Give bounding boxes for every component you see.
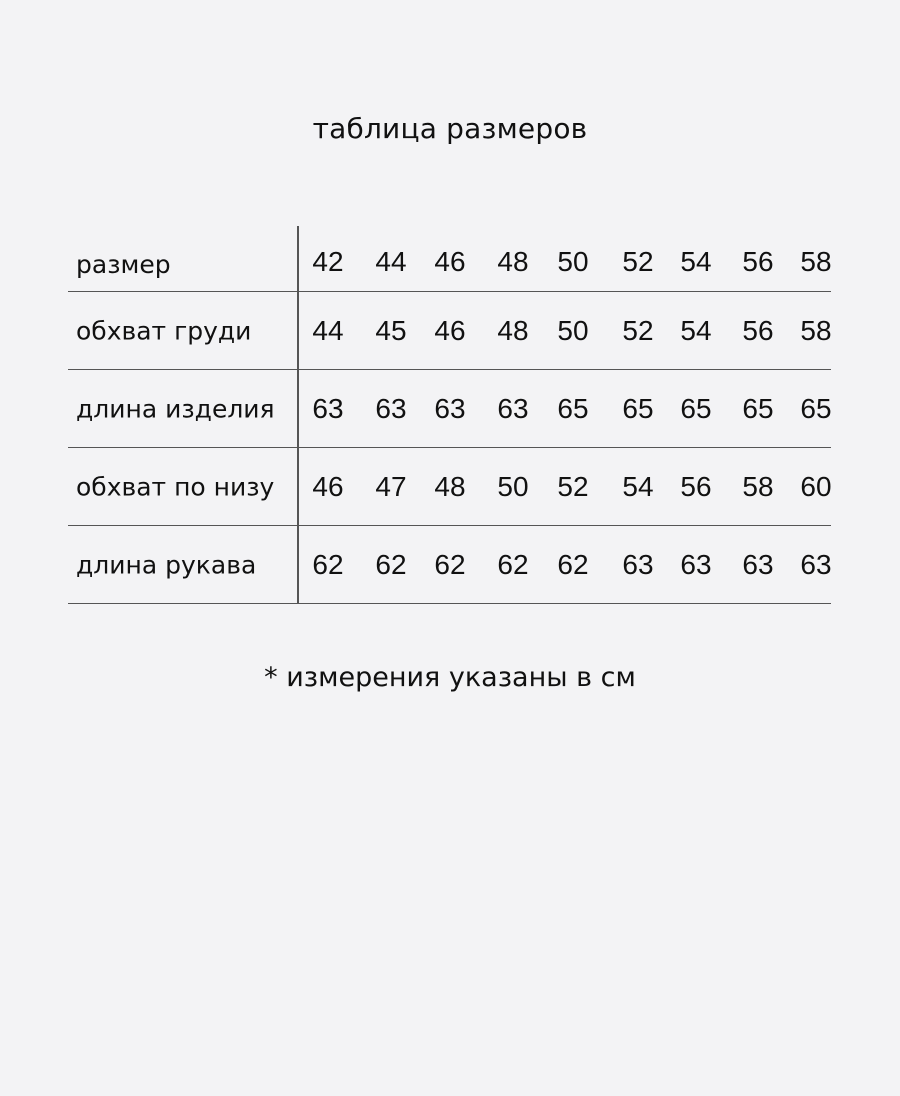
table-cell: 48 [434, 470, 466, 502]
row-label: обхват груди [76, 316, 252, 345]
table-cell: 44 [375, 246, 407, 277]
table-cell: 65 [800, 392, 832, 424]
table-cell: 54 [680, 314, 712, 346]
table-cell: 52 [622, 246, 654, 277]
size-table [68, 226, 831, 604]
table-cell: 63 [312, 392, 344, 424]
table-cell: 63 [680, 548, 712, 580]
units-note: * измерения указаны в см [264, 662, 636, 693]
table-cell: 46 [434, 246, 466, 277]
table-cell: 50 [497, 470, 529, 502]
row-label: длина рукава [76, 550, 257, 579]
table-cell: 63 [375, 392, 407, 424]
table-cell: 50 [557, 246, 589, 277]
table-cell: 54 [680, 246, 712, 277]
table-cell: 58 [742, 470, 774, 502]
table-cell: 62 [497, 548, 529, 580]
table-cell: 48 [497, 246, 529, 277]
table-cell: 63 [622, 548, 654, 580]
table-cell: 42 [312, 246, 344, 277]
table-cell: 56 [742, 314, 774, 346]
table-cell: 56 [680, 470, 712, 502]
table-cell: 63 [497, 392, 529, 424]
table-cell: 50 [557, 314, 589, 346]
table-cell: 62 [557, 548, 589, 580]
table-cell: 45 [375, 314, 407, 346]
table-cell: 52 [557, 470, 589, 502]
table-cell: 62 [434, 548, 466, 580]
table-cell: 58 [800, 246, 832, 277]
table-cell: 46 [312, 470, 344, 502]
table-cell: 47 [375, 470, 407, 502]
table-cell: 63 [800, 548, 832, 580]
table-cell: 63 [434, 392, 466, 424]
row-label: длина изделия [76, 394, 275, 423]
table-row-length [68, 370, 831, 448]
table-cell: 62 [312, 548, 344, 580]
table-cell: 65 [557, 392, 589, 424]
table-cell: 60 [800, 470, 832, 502]
row-label: обхват по низу [76, 472, 275, 501]
table-cell: 52 [622, 314, 654, 346]
table-cell: 65 [742, 392, 774, 424]
table-row-chest [68, 292, 831, 370]
table-cell: 58 [800, 314, 832, 346]
table-cell: 65 [680, 392, 712, 424]
table-cell: 44 [312, 314, 344, 346]
table-cell: 63 [742, 548, 774, 580]
table-cell: 56 [742, 246, 774, 277]
table-cell: 48 [497, 314, 529, 346]
table-cell: 46 [434, 314, 466, 346]
table-row-sleeve [68, 526, 831, 604]
table-row-hem [68, 448, 831, 526]
row-label: размер [76, 250, 171, 279]
table-cell: 54 [622, 470, 654, 502]
page-title: таблица размеров [312, 112, 588, 145]
table-cell: 65 [622, 392, 654, 424]
table-row-size [68, 226, 831, 292]
table-cell: 62 [375, 548, 407, 580]
